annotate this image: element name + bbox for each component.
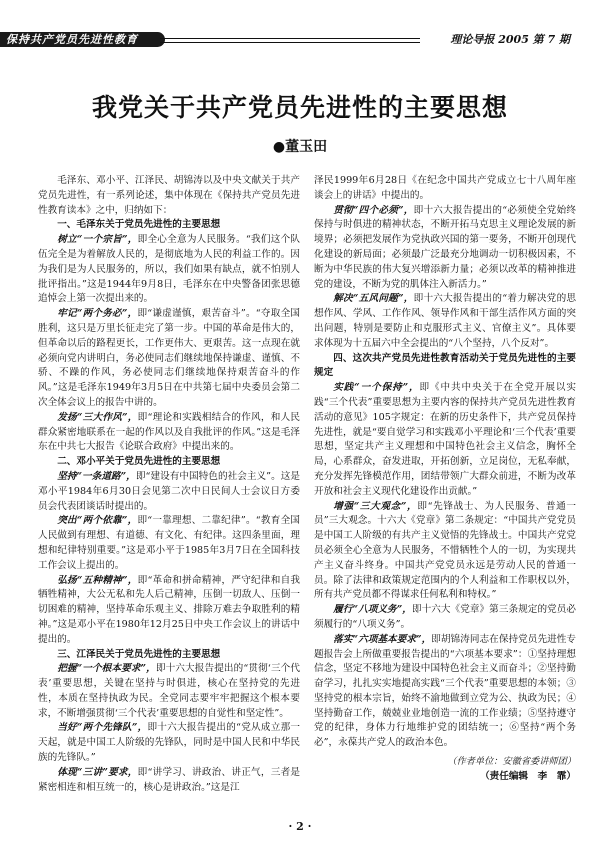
section-heading: 四、这次共产党员先进性教育活动关于党员先进性的主要规定 <box>314 352 576 379</box>
paragraph <box>314 204 576 293</box>
section-heading: 二、邓小平关于党员先进性的主要思想 <box>57 456 221 468</box>
lead-phrase: 发扬“三大作风”， <box>57 411 138 423</box>
paragraph <box>38 574 300 648</box>
paragraph-text: 即十六大报告提出的“着力解决党的思想作风、学风、工作作风、领导作风和干部生活作风方面的突出问题，特别是要防止和克服形式主义、官僚主义”。具体要求体现为十五届六中全会提出的“八个坚持，八个反对”。 <box>314 293 576 349</box>
paragraph-text: 即“谦虚谨慎，艰苦奋斗”。“夺取全国胜利，这只是万里长征走完了第一步。中国的革命是伟大的，但革命以后的路程更长，工作更伟大、更艰苦。这一点现在就必须向党内讲明白，务必使同志们继续地保持谦虚、谨慎、不骄、不躁的作风，务必使同志们继续地保持艰苦奋斗的作风。”这是毛泽东1949年3月5日在中共第七届中央委员会第二次全体会议上的报告中讲的。 <box>38 308 300 408</box>
lead-phrase: 增强“三大观念”， <box>333 500 418 512</box>
paragraph <box>314 292 576 351</box>
header-column-name: 保持共产党员先进性教育 <box>6 33 138 46</box>
paragraph-text: 即“理论和实践相结合的作风，和人民群众紧密地联系在一起的作风以及自我批评的作风。”这是毛泽东在中共七大报告《论联合政府》中提出来的。 <box>38 411 300 453</box>
paragraph-text: 即“先锋战士、为人民服务、普通一员”三大观念。十六大《党章》第二条规定：“中国共产党党员是中国工人阶级的有共产主义觉悟的先锋战士。中国共产党党员必须全心全意为人民服务，不惜牺牲个人的一切，为实现共产主义奋斗终身。中国共产党党员永远是劳动人民的普通一员。除了法律和政策规定范围内的个人利益和工作职权以外，所有共产党员都不得谋求任何私利和特权。” <box>314 500 576 601</box>
paragraph <box>38 233 300 307</box>
lead-phrase: 牢记“两个务必”， <box>57 308 138 320</box>
lead-phrase: 把握“一个根本要求”， <box>57 663 156 675</box>
paragraph-text: 即“革命和拼命精神，严守纪律和自我牺牲精神，大公无私和先人后己精神，压倒一切敌人、压倒一切困难的精神，坚持革命乐观主义、排除万难去争取胜利的精神。”这是邓小平在1980年12月25日中央工作会议上的讲话中提出的。 <box>38 574 300 645</box>
paragraph-text: 即全心全意为人民服务。“我们这个队伍完全是为着解放人民的，是彻底地为人民的利益工作的。因为我们是为人民服务的，所以，我们如果有缺点，就不怕别人批评指出。”这是1944年9月8日，毛泽东在中央警备团张思德追悼会上第一次提出来的。 <box>38 234 300 305</box>
header-rule <box>160 38 420 43</box>
paragraph <box>38 766 300 796</box>
lead-phrase: 解决“五风问题”， <box>333 293 414 305</box>
paragraph-text: 即十六大报告提出的“必须使全党始终保持与时俱进的精神状态，不断开拓马克思主义理论发展的新境界；必须把发展作为党执政兴国的第一要务，不断开创现代化建设的新局面；必须最广泛最充分地调动一切积极因素，不断为中华民族的伟大复兴增添新力量；必须以改革的精神推进党的建设，不断为党的肌体注入新活力。” <box>314 204 576 290</box>
paragraph <box>38 514 300 573</box>
paragraph-text: 即“讲学习、讲政治、讲正气，三者是紧密相连和相互统一的，核心是讲政治。”这是江 <box>38 766 300 793</box>
header-journal-issue: 理论导报 2005 第 7 期 <box>450 33 570 46</box>
paragraph-text: 即“建设有中国特色的社会主义”。这是邓小平1984年6月30日会见第二次中日民间人士会议日方委员会代表团谈话时提出的。 <box>38 470 301 512</box>
lead-phrase: 突出“两个依靠”， <box>57 515 138 527</box>
paragraph-text: 即十六大报告提出的“党从成立那一天起，就是中国工人阶级的先锋队，同时是中国人民和中华民族的先锋队。” <box>38 722 301 764</box>
section-heading: 一、毛泽东关于党员先进性的主要思想 <box>57 219 221 231</box>
lead-phrase: 贯彻“四个必须”， <box>333 204 414 216</box>
lead-phrase: 树立“一个宗旨”， <box>57 234 138 246</box>
lead-phrase: 坚持“一条道路”， <box>57 470 136 482</box>
paragraph <box>38 470 300 514</box>
paragraph <box>38 662 300 721</box>
lead-phrase: 履行“八项义务”， <box>333 604 412 616</box>
paragraph: 泽民1999年6月28日《在纪念中国共产党成立七十八周年座谈会上的讲话》中提出的。 <box>314 175 576 201</box>
paragraph-text: 即胡锦涛同志在保持党员先进性专题报告会上所做重要报告提出的“六项基本要求”：①坚持理想信念，坚定不移地为建设中国特色社会主义而奋斗；②坚持勤奋学习，扎扎实实地提高实践“三个代表”重要思想的本领；③坚持党的根本宗旨，始终不渝地做到立党为公、执政为民；④坚持勤奋工作，兢兢业业地创造一流的工作业绩；⑤坚持遵守党的纪律，身体力行地维护党的团结统一；⑥坚持“两个务必”，永葆共产党人的政治本色。 <box>314 633 577 749</box>
article-title: 我党关于共产党员先进性的主要思想 <box>91 93 508 122</box>
responsible-editor: （责任编辑 李 霏） <box>480 770 576 782</box>
paragraph-text: 即十六大报告提出的“贯彻‘三个代表’重要思想，关键在坚持与时俱进，核心在坚持党的先进性，本质在坚持执政为民。全党同志要牢牢把握这个根本要求，不断增强贯彻‘三个代表’重要思想的自觉性和坚定性”。 <box>38 663 300 719</box>
paragraph <box>38 721 300 765</box>
paragraph <box>38 307 300 411</box>
right-column <box>314 174 576 785</box>
paragraph <box>314 633 576 751</box>
page-number: · 2 · <box>288 820 312 833</box>
article-author: ●董玉田 <box>272 139 328 155</box>
paragraph <box>314 500 576 604</box>
lead-phrase: 实践“一个保持”， <box>333 382 420 394</box>
lead-phrase: 落实“六项基本要求”， <box>333 633 432 645</box>
paragraph-text: 即“一靠理想、二靠纪律”。“教育全国人民做到有理想、有道德、有文化、有纪律。这四条里面，理想和纪律特别重要。”这是邓小平于1985年3月7日在全国科技工作会议上提出的。 <box>38 515 300 571</box>
paragraph: 毛泽东、邓小平、江泽民、胡锦涛以及中央文献关于共产党员先进性，有一系列论述，集中体现在《保持共产党员先进性教育读本》之中，归纳如下： <box>38 175 300 216</box>
lead-phrase: 当好“两个先锋队”， <box>57 722 148 734</box>
left-column <box>38 174 300 795</box>
author-affiliation: （作者单位：安徽省委讲师团） <box>447 756 576 768</box>
paragraph-text: 即十六大《党章》第三条规定的党员必须履行的“八项义务”。 <box>314 604 577 630</box>
section-heading: 三、江泽民关于党员先进性的主要思想 <box>57 648 221 660</box>
paragraph-text: 即《中共中央关于在全党开展以实践“三个代表”重要思想为主要内容的保持共产党员先进性教育活动的意见》105字规定：在新的历史条件下，共产党员保持先进性，就是“要自觉学习和实践邓小平理论和‘三个代表’重要思想，坚定共产主义理想和中国特色社会主义信念，胸怀全局，心系群众，奋发进取，开拓创新，立足岗位，无私奉献，充分发挥先锋模范作用，团结带领广大群众前进，不断为改革开放和社会主义现代化建设作出贡献。” <box>314 382 576 497</box>
header-banner <box>0 32 165 47</box>
lead-phrase: 体现“三讲”要求， <box>57 766 138 778</box>
paragraph <box>38 411 300 455</box>
paragraph <box>314 603 576 633</box>
lead-phrase: 弘扬“五种精神”， <box>57 574 138 586</box>
paragraph <box>314 381 576 499</box>
